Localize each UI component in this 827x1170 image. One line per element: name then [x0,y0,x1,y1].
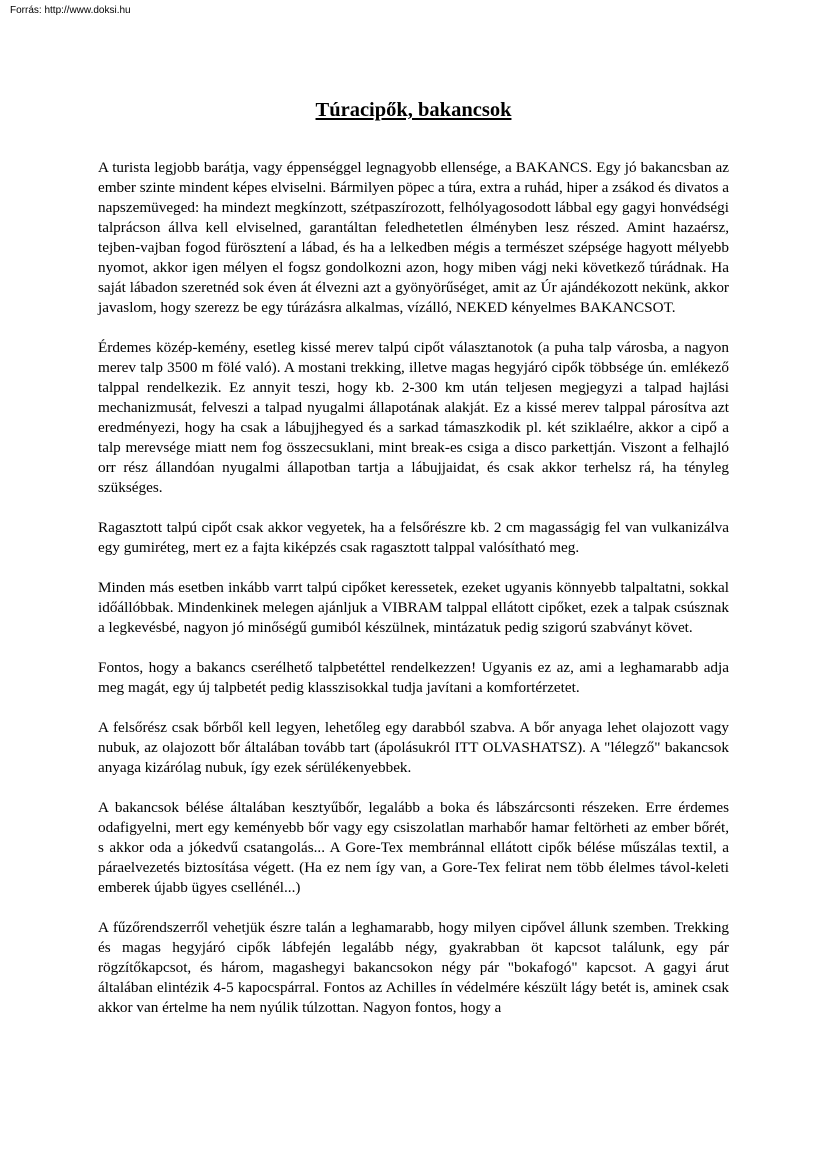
paragraph-stitched-sole: Minden más esetben inkább varrt talpú cipőket keressetek, ezeket ugyanis könnyebb talpaltatni, sokkal időállóbbak. Mindenkinek melegen ajánljuk a VIBRAM talppal ellátott cipőket, ezek a talpak csúsznak a legkevésbé, nagyon jó minőségű gumiból készülnek, mintázatuk pedig szigorú szabványt követ. [98,579,729,636]
page-title: Túracipők, bakancsok [315,99,512,121]
paragraph-insole: Fontos, hogy a bakancs cserélhető talpbetéttel rendelkezzen! Ugyanis ez az, ami a leghamarabb adja meg magát, egy új talpbetét pedig klasszisokkal tudja javítani a komfortérzetet. [98,659,729,696]
paragraph-intro: A turista legjobb barátja, vagy éppenséggel legnagyobb ellensége, a BAKANCS. Egy jó bakancsban az ember szinte mindent képes elviselni. Bármilyen pöpec a túra, extra a ruhád, hiper a zsákod és divatos a napszemüveged: ha mindezt megkínzott, szétpaszírozott, felhólyagosodott lábbal egy gagyi honvédségi talprácson állva kell elviselned, garantáltan feledhetetlen élményben lesz részed. Amint hazaérsz, tejben-vajban fogod fürösztení a lábad, és ha a lelkedben mégis a természet szépsége hagyott mélyebb nyomot, akkor igen mélyen el fogsz gondolkozni azon, hogy miben vágj neki következő túrádnak. Ha saját lábadon szeretnéd sok éven át élvezni azt a gyönyörűséget, amit az Úr ajándékozott nekünk, akkor javaslom, hogy szerezz be egy túrázásra alkalmas, vízálló, NEKED kényelmes BAKANCSOT. [98,159,729,316]
paragraph-glued-sole: Ragasztott talpú cipőt csak akkor vegyetek, ha a felsőrészre kb. 2 cm magasságig fel van vulkanizálva egy gumiréteg, mert ez a fajta kiképzés csak ragasztott talppal valósítható meg. [98,519,729,556]
paragraph-lacing: A fűzőrendszerről vehetjük észre talán a leghamarabb, hogy milyen cipővel állunk szemben. Trekking és magas hegyjáró cipők lábfején legalább négy, gyakrabban öt kapcsot találunk, egy pár rögzítőkapcsot, és három, magashegyi bakancsokon négy pár "bokafogó" kapcsot. A gagyi árut általában elintézik 4-5 kapocspárral. Fontos az Achilles ín védelmére készült lágy betét is, aminek csak akkor van értelme ha nem nyúlik túlzottan. Nagyon fontos, hogy a [98,919,729,1016]
paragraph-upper: A felsőrész csak bőrből kell legyen, lehetőleg egy darabból szabva. A bőr anyaga lehet olajozott vagy nubuk, az olajozott bőr általában tovább tart (ápolásukról ITT OLVASHATSZ). A "lélegző" bakancsok anyaga kizárólag nubuk, így ezek sérülékenyebbek. [98,719,729,776]
source-label: Forrás: http://www.doksi.hu [10,5,131,16]
paragraph-lining: A bakancsok bélése általában kesztyűbőr, legalább a boka és lábszárcsonti részeken. Erre érdemes odafigyelni, mert egy keményebb bőr vagy egy csiszolatlan marhabőr hamar feltörheti az ember bőrét, s akkor oda a jókedvű csatangolás... A Gore-Tex membránnal ellátott cipők bélése műszálas textil, a páraelvezetés biztosítása végett. (Ha ez nem így van, a Gore-Tex felirat nem több élelmes távol-keleti emberek újabb ügyes csellénél...) [98,799,729,896]
document-body [98,158,729,1018]
paragraph-sole-hardness: Érdemes közép-kemény, esetleg kissé merev talpú cipőt választanotok (a puha talp városba, a nagyon merev talp 3500 m fölé való). A mostani trekking, illetve magas hegyjáró cipők többsége ún. emlékező talppal rendelkezik. Ez annyit teszi, hogy kb. 2-300 km után teljesen megjegyzi a talpad hajlási mechanizmusát, felveszi a talpad nyugalmi állapotának alakját. Ez a kissé merev talppal párosítva azt eredményezi, hogy ha csak a lábujjhegyed és a sarkad támaszkodik pl. két sziklaélre, akkor a cipő a talp merevsége miatt nem fog összecsuklani, mint break-es csiga a disco parkettján. Viszont a felhajló orr rész állandóan nyugalmi állapotban tartja a lábujjaidat, és csak akkor terhelsz rá, ha tényleg szükséges. [98,339,729,496]
